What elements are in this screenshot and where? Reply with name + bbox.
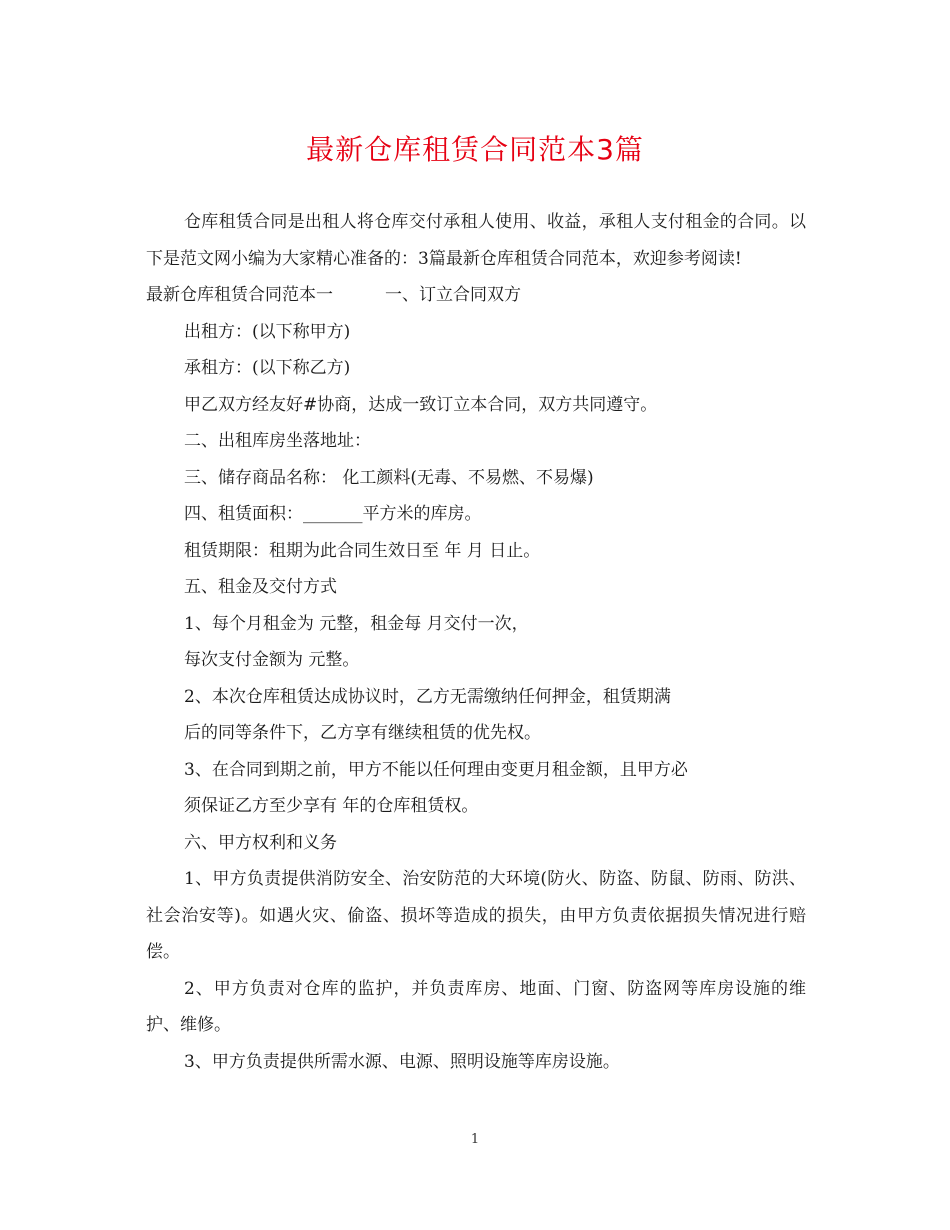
page-number: 1: [470, 1132, 480, 1147]
section-heading: 一、订立合同双方: [385, 285, 521, 305]
line-rent-heading: 五、租金及交付方式: [184, 577, 337, 597]
line-lessor: 出租方：(以下称甲方): [184, 321, 351, 342]
paragraph-lessor-duty-2: 2、甲方负责对仓库的监护，并负责库房、地面、门窗、防盗网等库房设施的维护、维修。: [146, 978, 806, 1035]
line-rent-3: 3、在合同到期之前，甲方不能以任何理由变更月租金额，且甲方必: [184, 759, 688, 780]
line-rent-2-cont: 后的同等条件下，乙方享有继续租赁的优先权。: [184, 723, 541, 743]
section-label: 最新仓库租赁合同范本一: [146, 285, 333, 305]
line-goods: 三、储存商品名称： 化工颜料(无毒、不易燃、不易爆): [184, 467, 594, 488]
intro-paragraph: 仓库租赁合同是出租人将仓库交付承租人使用、收益，承租人支付租金的合同。以下是范文网小编为大家精心准备的：3篇最新仓库租赁合同范本，欢迎参考阅读!: [146, 212, 806, 269]
line-lessor-rights-heading: 六、甲方权利和义务: [184, 832, 337, 853]
section-heading-row: [146, 277, 806, 314]
line-agreement: 甲乙双方经友好#协商，达成一致订立本合同，双方共同遵守。: [184, 394, 658, 415]
line-lessee: 承租方：(以下称乙方): [184, 358, 351, 378]
line-rent-3-cont: 须保证乙方至少享有 年的仓库租赁权。: [184, 796, 479, 816]
document-title: 最新仓库租赁合同范本3篇: [306, 133, 644, 166]
paragraph-lessor-duty-3: 3、甲方负责提供所需水源、电源、照明设施等库房设施。: [184, 1051, 620, 1072]
line-rent-1-cont: 每次支付金额为 元整。: [184, 650, 360, 670]
line-address: 二、出租库房坐落地址：: [184, 431, 371, 451]
line-rent-1: 1、每个月租金为 元整，租金每 月交付一次，: [184, 613, 529, 634]
document-body: [146, 204, 806, 1080]
line-term: 租赁期限：租期为此合同生效日至 年 月 日止。: [184, 540, 541, 561]
paragraph-lessor-duty-1: 1、甲方负责提供消防安全、治安防范的大环境(防火、防盗、防鼠、防雨、防洪、社会治安等)。如遇火灾、偷盗、损坏等造成的损失，由甲方负责依据损失情况进行赔偿。: [146, 869, 806, 962]
line-rent-2: 2、本次仓库租赁达成协议时，乙方无需缴纳任何押金，租赁期满: [184, 686, 671, 707]
line-area: 四、租赁面积：_______平方米的库房。: [184, 504, 482, 524]
